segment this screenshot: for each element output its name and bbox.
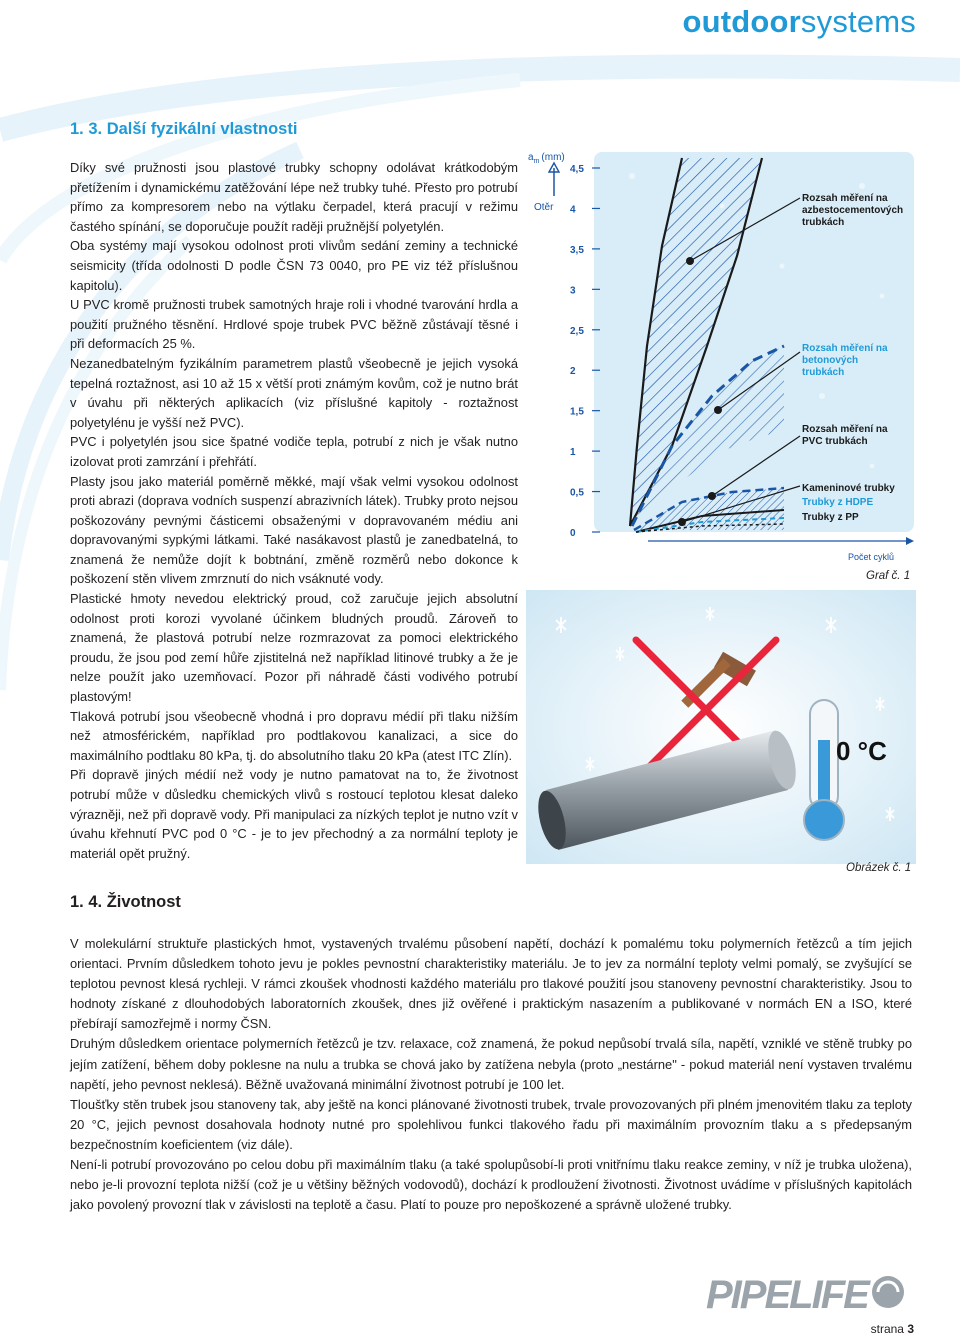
y-tick-label: 1,5 xyxy=(570,406,584,418)
y-tick-label: 0 xyxy=(570,528,576,539)
figure-caption: Obrázek č. 1 xyxy=(846,862,912,874)
legend-pp: Trubky z PP xyxy=(802,512,859,523)
paragraph: Tlaková potrubí jsou všeobecně vhodná i pro dopravu médií při tlaku nižším než atmosférickém, například pro podtlakovou kanalizaci, a sice do maximálního podtlaku 80 kPa, tj. do absolutního tlaku 20 kPa (atest ITC Zlín). xyxy=(70,708,518,763)
brand-bold: outdoor xyxy=(682,4,801,39)
paragraph: Díky své pružnosti jsou plastové trubky schopny odolávat krátkodobým přetížením i dynamickému zatěžování lépe než trubky tuhé. Přesto pro potrubí přímo za kompresorem nebo na výtlaku čerpadel, která pracují v režimu častého spínání, se doporučuje použít raději pružnější polyetylén. xyxy=(70,160,518,234)
legend-azbest-1: Rozsah měření na xyxy=(802,193,888,204)
cold-pipe-figure xyxy=(526,590,916,864)
leader-pvc-dot xyxy=(708,492,716,500)
page-number xyxy=(871,1322,914,1336)
paragraph: Druhým důsledkem orientace polymerních řetězců je tzv. relaxace, což znamená, že pokud nepůsobí trvalá síla, napětí, vzniklé ve stěně trubky po jejím zatížení, během doby poklesne na nulu a trubka se chová jako by zatížena nebyla (proto „nestárne" - pokud materiál není vystaven trvalému napětí, jeho pevnost neklesá). Běžně uvažovaná minimální životnost potrubí je 100 let. xyxy=(70,1036,912,1092)
x-axis-label: Počet cyklů xyxy=(848,552,895,562)
x-tick-label: 400 000 xyxy=(732,540,767,551)
y-tick-label: 4 xyxy=(570,204,576,216)
x-tick-label: 800 000 xyxy=(804,540,839,551)
section-title-1: 1. 3. Další fyzikální vlastnosti xyxy=(70,120,298,138)
page-number-value: 3 xyxy=(907,1322,914,1336)
section-title-2: 1. 4. Životnost xyxy=(70,893,181,911)
chart-caption: Graf č. 1 xyxy=(866,570,911,582)
arrow-label: Otěr xyxy=(534,202,554,213)
brand-light: systems xyxy=(800,4,916,39)
paragraph: PVC i polyetylén jsou sice špatné vodiče tepla, potrubí z nich je však nutno izolovat proti zamrzání i přehřátí. xyxy=(70,434,518,469)
left-column xyxy=(70,158,518,863)
paragraph: Tloušťky stěn trubek jsou stanoveny tak, aby ještě na konci plánované životnosti trubek, trvale provozovaných při plném jmenovitém tlaku za teploty 20 °C, jejich pevnost dosahovala hodnoty nutné pro spolehlivou funkci tlakového řadu při maximálním provozním tlaku a s předepsaným bezpečnostním koeficientem (viz dále). xyxy=(70,1096,912,1152)
abrasion-chart xyxy=(522,146,916,578)
paragraph: Plasty jsou jako materiál poměrně měkké, mají však velmi vysokou odolnost proti abrazi (doprava vodních suspenzí abrazivních látek). Trubky proto nejsou poškozovány pevnými částicemi obsaženými v dopravovaném médiu ani dopravovanými sypkými látkami. Také nasákavost plastů je zanedbatelná, to znamená že nemůže dojít k bobtnání, změně rozměrů nebo dokonce k poškození stěn vlivem zmrznutí do nich vsáknuté vody. xyxy=(70,473,518,587)
y-tick-label: 1 xyxy=(570,447,576,459)
leader-kamen-dot xyxy=(678,518,686,526)
legend-kamen: Kameninové trubky xyxy=(802,483,895,494)
paragraph: Oba systémy mají vysokou odolnost proti vlivům sedání zeminy a technické seismicity (třída odolnosti D podle ČSN 73 0040, pro PE viz též příslušnou kapitolu). xyxy=(70,238,518,293)
x-tick-label: 200 000 xyxy=(662,540,697,551)
y-tick-label: 3,5 xyxy=(570,244,584,256)
legend-beton-2: betonových xyxy=(802,355,859,366)
y-axis-label-main: a xyxy=(528,152,534,163)
y-tick-label: 4,5 xyxy=(570,164,584,175)
paragraph: Nezanedbatelným fyzikálním parametrem plastů všeobecně je jejich vysoká tepelná roztažnost, asi 10 až 15 x větší proti známým kovům, což je nutno brát v úvahu při některých aplikacích (viz příslušné kapitoly - roztažnost polyetylénu je vyšší než PVC). xyxy=(70,355,518,430)
paragraph: U PVC kromě pružnosti trubek samotných hraje roli i vhodné tvarování hrdla a použití pružného těsnění. Hrdlové spoje trubek PVC běžně zůstávají těsné i při deformacích 25 %. xyxy=(70,297,518,352)
y-axis-label xyxy=(528,152,565,165)
legend-azbest-3: trubkách xyxy=(802,217,845,228)
y-tick-label: 2,5 xyxy=(570,325,584,337)
temperature-label: 0 °C xyxy=(836,736,887,766)
y-tick-label: 3 xyxy=(570,285,576,297)
pipelife-logo xyxy=(706,1268,906,1318)
brand-wordmark xyxy=(682,4,916,40)
legend-azbest-2: azbestocementových xyxy=(802,205,904,216)
paragraph: V molekulární struktuře plastických hmot, vystavených trvalému působení napětí, dochází k pomalému toku polymerních řetězců a tím jejich orientaci. Prvním důsledkem tohoto jevu je pokles pevnostní charakteristiky materiálu. Je to jev za normální teploty velmi pomalý, se zvyšující se teplotou pevnost klesá rychleji. V rámci zkoušek vhodnosti každého materiálu pro tlakové použití jsou stanoveny pevnostní charakteristiky. Jsou to hodnoty získané z dlouhodobých laboratorních zkoušek, dnes již ověřené i praktickým nasazením a publikované v normách EN a ISO, které přebírají samozřejmě i normy ČSN. xyxy=(70,936,912,1032)
x-axis-arrow-head xyxy=(906,537,914,545)
paragraph: Při dopravě jiných médií než vody je nutno pamatovat na to, že životnost potrubí může v důsledku chemických vlivů s rostoucí teplotou klesat daleko výrazněji, než při dopravě vody. Při manipulaci za nízkých teplot je nutno vzít v úvahu křehnutí PVC pod 0 °C - je to jev přechodný a za normální teploty je materiál opět pružný. xyxy=(70,767,518,861)
legend-beton-1: Rozsah měření na xyxy=(802,343,888,354)
legend-hdpe: Trubky z HDPE xyxy=(802,497,874,508)
page-label: strana xyxy=(870,1322,904,1336)
legend-pvc-1: Rozsah měření na xyxy=(802,424,888,435)
legend-beton-3: trubkách xyxy=(802,367,845,378)
paragraph: Plastické hmoty nevedou elektrický proud, což zaručuje jejich absolutní odolnost proti korozi vyvolané účinkem bludných proudů. Zároveň to znamená, že plastová potrubí nelze rozmrazovat za pomoci elektrického proudu, že jsou pod zemí hůře zjistitelná než například litinové trubky a že je nelze použít jako uzemňovací. Pozor při náhradě části vodivého potrubí plastovým! xyxy=(70,591,518,705)
leader-azbest-dot xyxy=(686,257,694,265)
y-tick-label: 2 xyxy=(570,366,576,378)
svg-text:PIPELIFE: PIPELIFE xyxy=(706,1273,868,1317)
y-axis-label-sub: m xyxy=(533,158,540,165)
full-width-text xyxy=(70,934,912,1215)
y-tick-label: 0,5 xyxy=(570,487,584,499)
paragraph: Není-li potrubí provozováno po celou dobu při maximálním tlaku (a také spolupůsobí-li proti vnitřnímu tlaku reakce zeminy, v níž je trubka uložena), nebo je-li provozní teplota nižší (což je u většiny běžných vodovodů), dochází k prodloužení životnosti. Životnost uvádíme v příslušných kapitolách jako povolený provozní tlak v závislosti na teplotě a času. Platí to pouze pro nepoškozené a správně uložené trubky. xyxy=(70,1157,912,1213)
legend-pvc-2: PVC trubkách xyxy=(802,436,868,447)
thermometer-icon xyxy=(804,700,844,840)
y-axis-label-unit: (mm) xyxy=(541,152,565,163)
leader-beton-dot xyxy=(714,406,722,414)
